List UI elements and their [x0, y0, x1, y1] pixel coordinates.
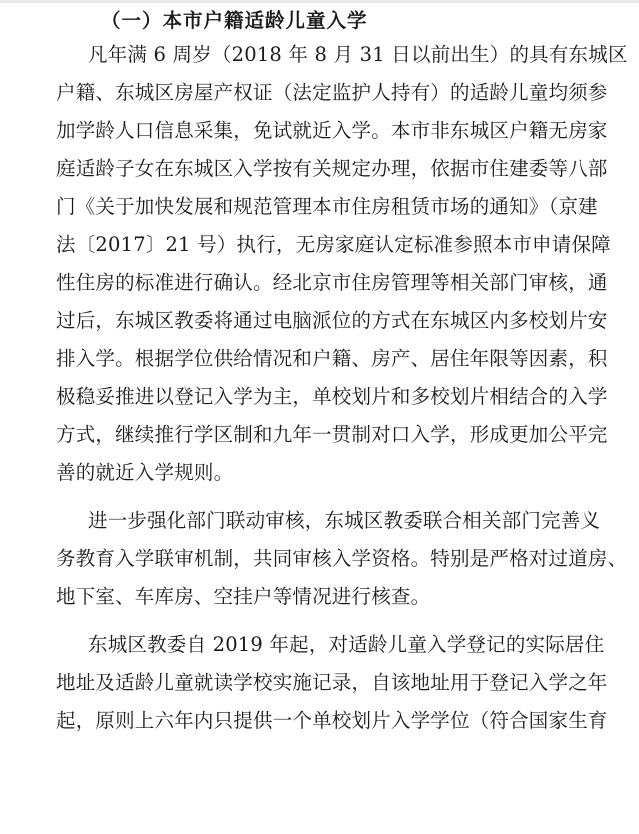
paragraph-line: 庭适龄子女在东城区入学按有关规定办理，依据市住建委等八部	[56, 157, 608, 180]
paragraph-line: 门《关于加快发展和规范管理本市住房租赁市场的通知》（京建	[56, 195, 598, 218]
paragraph-line: 善的就近入学规则。	[56, 461, 234, 484]
paragraph-line: 加学龄人口信息采集，免试就近入学。本市非东城区户籍无房家	[56, 119, 608, 142]
paragraph-line: 排入学。根据学位供给情况和户籍、房产、居住年限等因素，积	[56, 347, 608, 370]
paragraph-line: 方式，继续推行学区制和九年一贯制对口入学，形成更加公平完	[56, 423, 608, 446]
paragraph-line: 务教育入学联审机制，共同审核入学资格。特别是严格对过道房、	[56, 547, 628, 570]
paragraph-line: 凡年满 6 周岁（2018 年 8 月 31 日以前出生）的具有东城区	[88, 43, 628, 66]
paragraph-line: 起，原则上六年内只提供一个单校划片入学学位（符合国家生育	[56, 709, 608, 732]
paragraph-line: 法〔2017〕21 号）执行，无房家庭认定标准参照本市申请保障	[56, 233, 611, 256]
page-top-edge	[0, 0, 639, 3]
paragraph-line: 东城区教委自 2019 年起，对适龄儿童入学登记的实际居住	[88, 633, 605, 656]
paragraph-line: 进一步强化部门联动审核，东城区教委联合相关部门完善义	[88, 509, 601, 532]
paragraph-line: 性住房的标准进行确认。经北京市住房管理等相关部门审核，通	[56, 271, 608, 294]
paragraph-line: 地址及适龄儿童就读学校实施记录，自该地址用于登记入学之年	[56, 671, 608, 694]
paragraph-line: 过后，东城区教委将通过电脑派位的方式在东城区内多校划片安	[56, 309, 608, 332]
paragraph-line: 户籍、东城区房屋产权证（法定监护人持有）的适龄儿童均须参	[56, 81, 608, 104]
section-heading: （一）本市户籍适龄儿童入学	[101, 9, 368, 32]
paragraph-line: 极稳妥推进以登记入学为主，单校划片和多校划片相结合的入学	[56, 385, 608, 408]
paragraph-line: 地下室、车库房、空挂户等情况进行核查。	[56, 585, 431, 608]
